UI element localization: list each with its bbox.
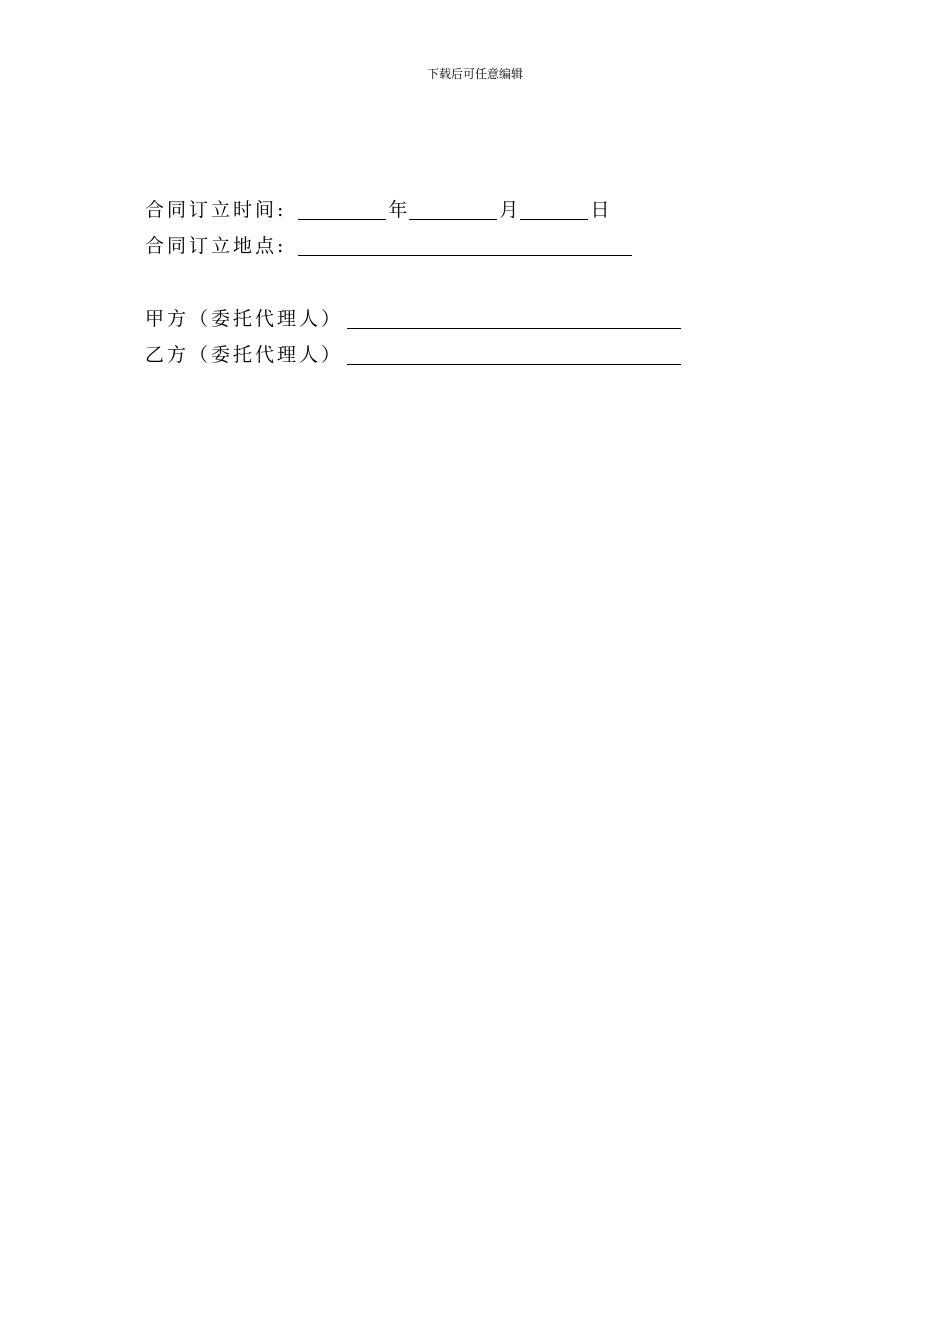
month-unit: 月	[499, 199, 519, 221]
party-b-blank[interactable]	[347, 342, 681, 365]
header-note: 下载后可任意编辑	[426, 67, 523, 81]
year-unit: 年	[388, 199, 408, 221]
day-blank[interactable]	[520, 197, 588, 220]
party-a-label: 甲方（委托代理人）	[145, 308, 344, 330]
day-unit: 日	[590, 199, 610, 221]
contract-date-row	[145, 195, 611, 223]
party-a-row	[145, 304, 681, 332]
party-b-label: 乙方（委托代理人）	[145, 344, 344, 366]
contract-place-row	[145, 231, 632, 259]
contract-place-label: 合同订立地点:	[145, 235, 287, 257]
contract-date-label: 合同订立时间:	[145, 199, 287, 221]
place-blank[interactable]	[298, 233, 632, 256]
party-b-row	[145, 340, 681, 368]
party-a-blank[interactable]	[347, 306, 681, 329]
month-blank[interactable]	[409, 197, 497, 220]
year-blank[interactable]	[298, 197, 386, 220]
